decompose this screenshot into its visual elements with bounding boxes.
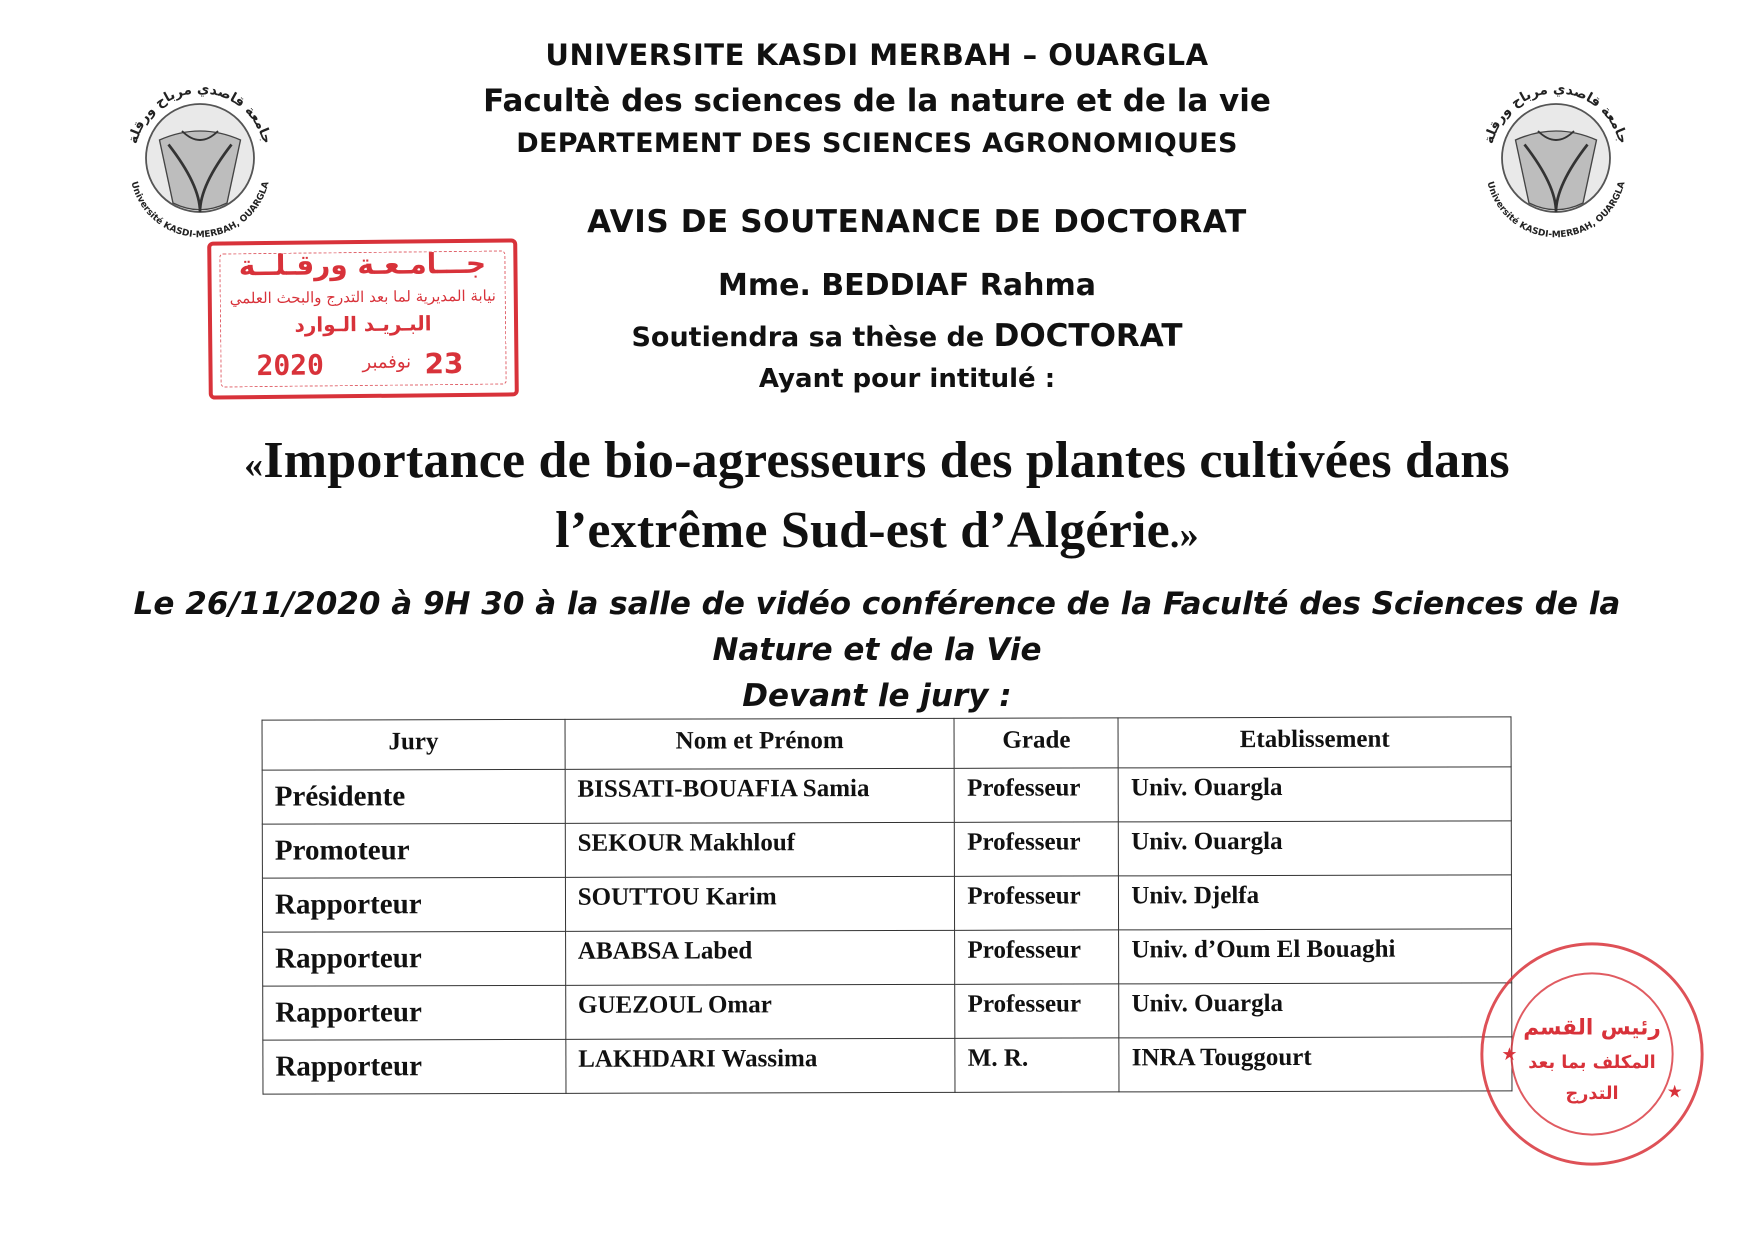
jury-institution: INRA Touggourt: [1119, 1037, 1512, 1092]
thesis-line1-text: Importance de bio-agresseurs des plantes cultivées dans: [263, 432, 1510, 489]
jury-grade: Professeur: [955, 822, 1119, 876]
stamp-mail: البـريـد الـوارد: [294, 311, 432, 337]
table-row: [262, 875, 1511, 932]
round-stamp-line3: التدرج: [1565, 1084, 1619, 1105]
header-name: Nom et Prénom: [565, 718, 955, 769]
stamp-day: 23: [424, 346, 464, 381]
jury-role: Rapporteur: [263, 1039, 566, 1094]
jury-heading: Devant le jury :: [742, 678, 1012, 714]
table-row: [263, 929, 1512, 986]
stamp-university: جـــامـعـة ورقـلــة: [238, 246, 487, 283]
jury-institution: Univ. Ouargla: [1119, 821, 1512, 876]
stamp-year: 2020: [256, 348, 325, 383]
table-row: [262, 821, 1511, 878]
round-stamp-line2: المكلف بما بعد: [1528, 1052, 1656, 1073]
jury-name: SEKOUR Makhlouf: [565, 822, 955, 877]
seal-arabic-text: جامعة قاصدي مرباح ورقلة: [1480, 80, 1632, 146]
jury-name: BISSATI-BOUAFIA Samia: [565, 768, 955, 823]
seal-latin-text: Université KASDI-MERBAH, OUARGLA: [1484, 180, 1628, 241]
star-icon: ★: [1501, 1044, 1518, 1065]
jury-institution: Univ. Ouargla: [1118, 767, 1511, 822]
jury-role: Présidente: [262, 769, 565, 824]
soutiendra-line: [30, 318, 1754, 354]
jury-role: Rapporteur: [263, 985, 566, 1040]
jury-grade: M. R.: [955, 1038, 1119, 1092]
schedule-line1: Le 26/11/2020 à 9H 30 à la salle de vidéo conférence de la Faculté des Sciences de la: [133, 586, 1621, 622]
jury-name: GUEZOUL Omar: [565, 984, 955, 1039]
jury-role: Rapporteur: [262, 877, 565, 932]
department-round-stamp: [1474, 936, 1710, 1172]
jury-institution: Univ. Djelfa: [1119, 875, 1512, 930]
candidate-name: Mme. BEDDIAF Rahma: [718, 268, 1096, 303]
jury-institution: Univ. Ouargla: [1119, 983, 1512, 1038]
header-grade: Grade: [954, 718, 1118, 768]
stamp-month: نوفمبر: [362, 351, 412, 374]
open-quote: «: [244, 444, 264, 486]
thesis-title-line2: [0, 498, 1754, 568]
jury-institution: Univ. d’Oum El Bouaghi: [1119, 929, 1512, 984]
header-institution: Etablissement: [1118, 717, 1511, 768]
jury-role: Promoteur: [262, 823, 565, 878]
table-row: [263, 1037, 1512, 1094]
close-quote: .»: [1169, 514, 1199, 556]
schedule-line2: Nature et de la Vie: [712, 632, 1042, 668]
jury-grade: Professeur: [955, 930, 1119, 984]
jury-name: ABABSA Labed: [565, 930, 955, 985]
soutiendra-prefix: Soutiendra sa thèse de: [631, 322, 985, 353]
table-header-row: [262, 717, 1511, 770]
seal-latin-text: Université KASDI-MERBAH, OUARGLA: [128, 180, 272, 241]
notice-title: AVIS DE SOUTENANCE DE DOCTORAT: [587, 204, 1247, 240]
jury-grade: Professeur: [955, 768, 1119, 822]
jury-role: Rapporteur: [263, 931, 566, 986]
star-icon: ★: [1666, 1082, 1683, 1103]
thesis-title: [0, 428, 1754, 568]
thesis-title-line1: [0, 428, 1754, 498]
jury-grade: Professeur: [955, 876, 1119, 930]
jury-name: LAKHDARI Wassima: [566, 1038, 956, 1093]
intitule-label: Ayant pour intitulé :: [758, 364, 1056, 394]
faculty-name: Facultè des sciences de la nature et de la vie: [483, 83, 1271, 119]
jury-grade: Professeur: [955, 984, 1119, 1038]
stamp-office: نيابة المديرية لما بعد التدرج والبحث العلمي: [229, 286, 496, 308]
round-stamp-line1: رئيس القسم: [1523, 1015, 1661, 1041]
soutiendra-degree: DOCTORAT: [993, 318, 1183, 354]
header-jury: Jury: [262, 719, 565, 770]
table-row: [263, 983, 1512, 1040]
thesis-line2-text: l’extrême Sud-est d’Algérie: [555, 502, 1170, 559]
jury-name: SOUTTOU Karim: [565, 876, 955, 931]
jury-table: [262, 716, 1513, 1094]
table-row: [262, 767, 1511, 824]
department-name: DEPARTEMENT DES SCIENCES AGRONOMIQUES: [516, 128, 1238, 159]
university-name: UNIVERSITE KASDI MERBAH – OUARGLA: [545, 38, 1209, 72]
seal-arabic-text: جامعة قاصدي مرباح ورقلة: [124, 80, 276, 146]
